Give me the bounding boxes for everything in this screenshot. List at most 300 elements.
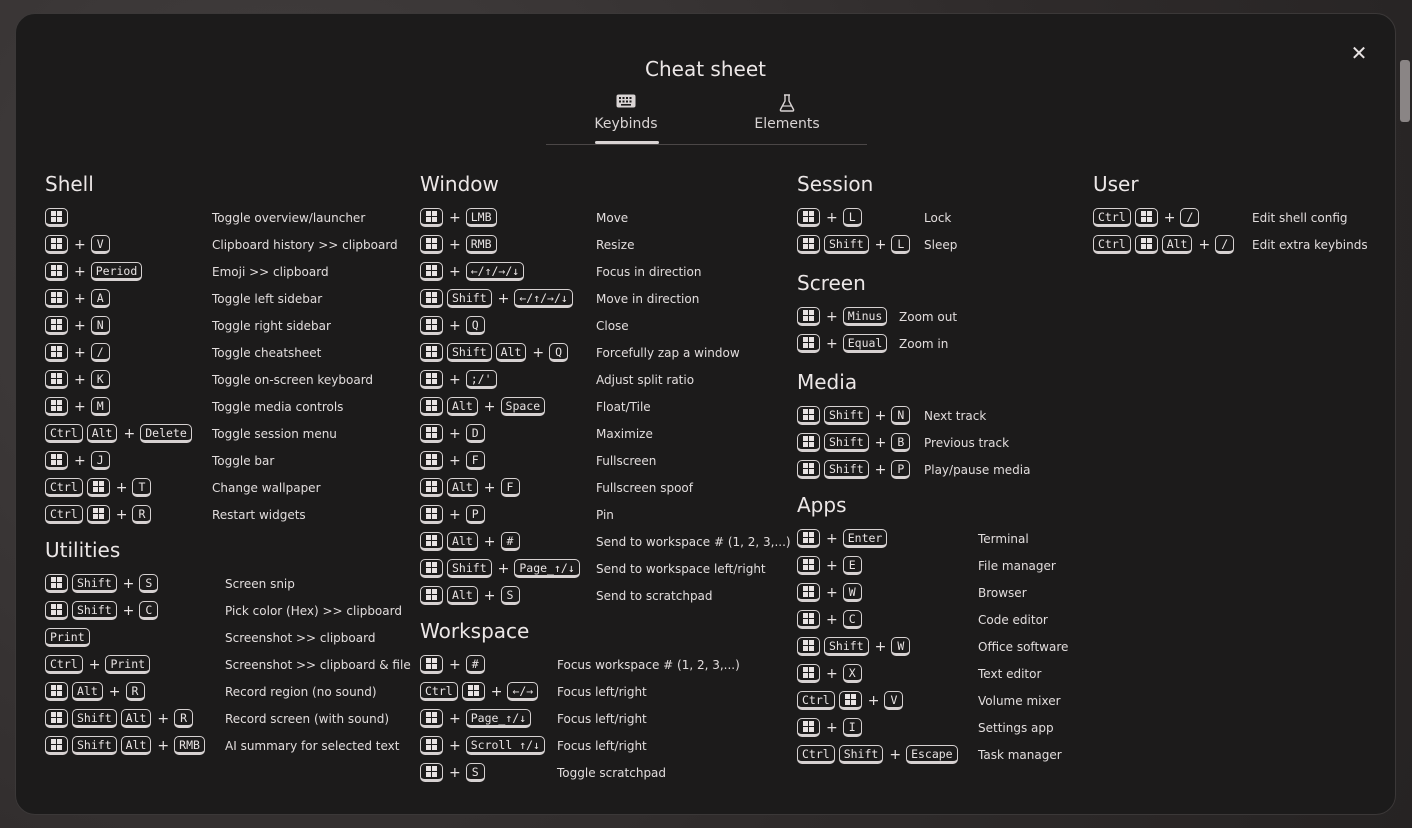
key-rmb: RMB [466, 235, 497, 254]
section-workspace [420, 619, 740, 786]
key-shift: Shift [72, 601, 117, 620]
plus-sign: + [497, 290, 510, 307]
flask-icon [727, 94, 847, 112]
key-shift: Shift [72, 709, 117, 728]
windows-key-icon [1135, 235, 1158, 254]
key-combo [420, 655, 489, 674]
plus-sign: + [1163, 209, 1176, 226]
keybind-row [45, 732, 400, 759]
active-tab-indicator [595, 141, 659, 144]
key-combo [420, 262, 528, 281]
plus-sign: + [826, 557, 838, 574]
plus-sign: + [74, 317, 86, 334]
key-symbol: # [466, 655, 485, 674]
windows-key-icon [420, 478, 443, 497]
key-combo [797, 529, 891, 548]
key-combo [420, 763, 489, 782]
key-page: Page_↑/↓ [514, 559, 579, 578]
windows-key-icon [420, 532, 443, 551]
key-combo [45, 601, 162, 620]
key-shift: Shift [839, 745, 884, 764]
key-alt: Alt [447, 397, 478, 416]
column-3 [797, 172, 1069, 768]
key-ctrl: Ctrl [797, 691, 835, 710]
keybind-description: Lock [924, 210, 952, 225]
windows-key-icon [797, 334, 820, 353]
keybind-description: Text editor [978, 666, 1042, 681]
plus-sign: + [449, 236, 461, 253]
windows-key-icon [420, 289, 443, 308]
keybind-row [797, 660, 1042, 687]
windows-key-icon [45, 370, 68, 389]
key-combo [420, 559, 584, 578]
key-combo [45, 343, 114, 362]
keybind-row [420, 204, 629, 231]
keybind-description: Screenshot >> clipboard [225, 630, 376, 645]
key-s: S [466, 763, 485, 782]
key-shift: Shift [824, 235, 869, 254]
section-title: Window [420, 172, 499, 196]
plus-sign: + [449, 263, 461, 280]
key-v: V [91, 235, 110, 254]
keybind-description: Terminal [978, 531, 1029, 546]
keybind-row [45, 393, 344, 420]
keybind-row [797, 204, 962, 231]
key-combo [45, 478, 155, 497]
key-combo [45, 370, 114, 389]
key-alt: Alt [72, 682, 103, 701]
keybind-row [45, 420, 337, 447]
key-symbol: ←/↑/→/↓ [466, 262, 524, 281]
keybind-row [420, 339, 740, 366]
key-combo [797, 460, 914, 479]
key-l: L [891, 235, 910, 254]
key-f: F [466, 451, 485, 470]
key-rmb: RMB [174, 736, 205, 755]
windows-key-icon [420, 208, 443, 227]
windows-key-icon [45, 262, 68, 281]
plus-sign: + [449, 506, 461, 523]
plus-sign: + [826, 611, 838, 628]
key-combo [420, 208, 501, 227]
keybind-row [797, 330, 962, 357]
keybind-description: Focus left/right [557, 711, 647, 726]
plus-sign: + [874, 236, 887, 253]
section-shell [45, 172, 398, 528]
key-combo [420, 532, 524, 551]
windows-key-icon [797, 718, 820, 737]
key-symbol: ←/↑/→/↓ [514, 289, 572, 308]
key-combo [420, 289, 577, 308]
keybind-description: Office software [978, 639, 1069, 654]
key-enter: Enter [843, 529, 888, 548]
key-alt: Alt [447, 532, 478, 551]
key-ctrl: Ctrl [45, 505, 83, 524]
plus-sign: + [449, 452, 461, 469]
key-combo [797, 637, 914, 656]
keybind-row [45, 624, 376, 651]
key-q: Q [466, 316, 485, 335]
key-ctrl: Ctrl [797, 745, 835, 764]
section-title: Media [797, 370, 858, 394]
keybind-description: Fullscreen [596, 453, 657, 468]
plus-sign: + [74, 398, 86, 415]
keybind-row [1093, 204, 1348, 231]
keybind-row [797, 606, 1048, 633]
key-s: S [139, 574, 158, 593]
windows-key-icon [420, 370, 443, 389]
key-combo [45, 451, 114, 470]
key-ctrl: Ctrl [1093, 235, 1131, 254]
windows-key-icon [45, 601, 68, 620]
key-i: I [843, 718, 862, 737]
key-ctrl: Ctrl [45, 655, 83, 674]
keybind-description: Screen snip [225, 576, 295, 591]
key-s: S [501, 586, 520, 605]
key-c: C [843, 610, 862, 629]
keyboard-icon [566, 94, 686, 112]
key-minus: Minus [843, 307, 888, 326]
plus-sign: + [74, 290, 86, 307]
key-combo [45, 709, 197, 728]
key-combo [797, 664, 866, 683]
keybind-description: Focus in direction [596, 264, 702, 279]
keybind-row [420, 582, 713, 609]
keybind-description: Forcefully zap a window [596, 345, 740, 360]
windows-key-icon [420, 451, 443, 470]
section-apps [797, 493, 1069, 768]
keybind-row [797, 687, 1061, 714]
key-shift: Shift [447, 289, 492, 308]
key-combo [797, 556, 866, 575]
key-space: Space [501, 397, 546, 416]
keybind-description: Pick color (Hex) >> clipboard [225, 603, 402, 618]
section-window [420, 172, 791, 609]
key-combo [420, 343, 572, 362]
tab-bar [546, 94, 867, 145]
key-e: E [843, 556, 862, 575]
keybind-row [797, 429, 1010, 456]
page-title: Cheat sheet [645, 57, 766, 81]
keybind-row [45, 678, 377, 705]
plus-sign: + [449, 371, 461, 388]
windows-key-icon [420, 235, 443, 254]
key-combo [797, 208, 866, 227]
plus-sign: + [74, 263, 86, 280]
key-combo [420, 451, 489, 470]
plus-sign: + [1198, 236, 1211, 253]
plus-sign: + [74, 344, 86, 361]
keybind-description: Settings app [978, 720, 1054, 735]
key-symbol: / [1215, 235, 1234, 254]
key-symbol: / [91, 343, 110, 362]
keybind-row [420, 474, 694, 501]
plus-sign: + [874, 461, 887, 478]
keybind-row [797, 552, 1056, 579]
key-combo [45, 316, 114, 335]
key-combo [797, 583, 866, 602]
keybind-row [420, 393, 651, 420]
key-alt: Alt [1162, 235, 1193, 254]
key-combo [797, 610, 866, 629]
key-ctrl: Ctrl [45, 478, 83, 497]
plus-sign: + [449, 425, 461, 442]
keybind-description: Zoom in [899, 336, 949, 351]
keybind-row [45, 339, 322, 366]
windows-key-icon [420, 505, 443, 524]
key-combo [1093, 235, 1238, 254]
keybind-description: Maximize [596, 426, 653, 441]
keybind-row [797, 525, 1029, 552]
tab-elements-label: Elements [754, 116, 820, 132]
windows-key-icon [1135, 208, 1158, 227]
section-title: Session [797, 172, 874, 196]
keybind-row [420, 258, 702, 285]
key-combo [45, 208, 72, 227]
key-k: K [91, 370, 110, 389]
key-combo [420, 235, 501, 254]
plus-sign: + [157, 737, 170, 754]
keybind-row [45, 651, 411, 678]
plus-sign: + [874, 638, 887, 655]
key-combo [45, 574, 162, 593]
keybind-row [45, 570, 295, 597]
key-alt: Alt [121, 736, 152, 755]
key-symbol: / [1180, 208, 1199, 227]
keybind-row [797, 579, 1027, 606]
key-p: P [891, 460, 910, 479]
cheatsheet-panel [15, 13, 1396, 815]
keybind-row [420, 447, 657, 474]
windows-key-icon [45, 343, 68, 362]
key-alt: Alt [447, 586, 478, 605]
key-combo [45, 289, 114, 308]
plus-sign: + [74, 371, 86, 388]
keybind-row [797, 456, 1031, 483]
keybind-row [45, 204, 366, 231]
key-scroll: Scroll ↑/↓ [466, 736, 545, 755]
key-combo [420, 397, 549, 416]
keybind-description: Fullscreen spoof [596, 480, 694, 495]
windows-key-icon [45, 316, 68, 335]
column-2 [420, 172, 791, 786]
keybind-description: Close [596, 318, 629, 333]
key-ctrl: Ctrl [420, 682, 458, 701]
key-combo [420, 370, 501, 389]
tab-keybinds[interactable] [566, 94, 686, 132]
section-media [797, 370, 1031, 483]
key-combo [797, 745, 962, 764]
windows-key-icon [839, 691, 862, 710]
keybind-description: Toggle on-screen keyboard [212, 372, 374, 387]
keybind-description: Zoom out [899, 309, 958, 324]
windows-key-icon [420, 586, 443, 605]
key-shift: Shift [824, 637, 869, 656]
windows-key-icon [45, 208, 68, 227]
plus-sign: + [123, 425, 136, 442]
key-c: C [139, 601, 158, 620]
close-button[interactable] [1350, 41, 1368, 65]
windows-key-icon [420, 655, 443, 674]
windows-key-icon [45, 451, 68, 470]
key-symbol: # [501, 532, 520, 551]
keybind-description: Toggle cheatsheet [212, 345, 322, 360]
key-n: N [891, 406, 910, 425]
key-combo [797, 406, 914, 425]
keybind-description: Play/pause media [924, 462, 1031, 477]
key-combo [45, 628, 94, 647]
key-combo [1093, 208, 1203, 227]
background-scrollbar[interactable] [1400, 60, 1410, 122]
key-b: B [891, 433, 910, 452]
windows-key-icon [797, 583, 820, 602]
keybind-row [420, 285, 700, 312]
key-alt: Alt [87, 424, 118, 443]
keybind-row [420, 651, 740, 678]
key-symbol: ;/' [466, 370, 497, 389]
keybind-description: Clipboard history >> clipboard [212, 237, 398, 252]
keybind-row [420, 312, 629, 339]
keybind-row [420, 732, 647, 759]
key-shift: Shift [824, 460, 869, 479]
windows-key-icon [87, 505, 110, 524]
keybind-description: Volume mixer [978, 693, 1061, 708]
windows-key-icon [45, 682, 68, 701]
keybind-description: Sleep [924, 237, 958, 252]
windows-key-icon [797, 556, 820, 575]
plus-sign: + [74, 236, 86, 253]
plus-sign: + [122, 575, 135, 592]
windows-key-icon [45, 289, 68, 308]
keybind-description: Change wallpaper [212, 480, 321, 495]
windows-key-icon [420, 424, 443, 443]
section-title: Shell [45, 172, 94, 196]
key-combo [45, 235, 114, 254]
keybind-description: Record region (no sound) [225, 684, 377, 699]
key-combo [45, 655, 154, 674]
plus-sign: + [483, 479, 496, 496]
keybind-row [797, 633, 1069, 660]
windows-key-icon [420, 736, 443, 755]
keybind-row [1093, 231, 1368, 258]
key-page: Page_↑/↓ [466, 709, 531, 728]
plus-sign: + [889, 746, 902, 763]
key-l: L [843, 208, 862, 227]
windows-key-icon [420, 316, 443, 335]
keybind-description: AI summary for selected text [225, 738, 400, 753]
windows-key-icon [797, 208, 820, 227]
keybind-row [420, 759, 667, 786]
key-w: W [891, 637, 910, 656]
keybind-description: Toggle right sidebar [212, 318, 331, 333]
key-r: R [126, 682, 145, 701]
section-utilities [45, 538, 411, 759]
key-q: Q [549, 343, 568, 362]
key-combo [45, 424, 196, 443]
keybind-row [45, 258, 329, 285]
key-combo [797, 334, 891, 353]
keybind-description: Task manager [978, 747, 1062, 762]
key-shift: Shift [72, 736, 117, 755]
key-shift: Shift [824, 406, 869, 425]
plus-sign: + [122, 602, 135, 619]
key-delete: Delete [140, 424, 192, 443]
keybind-row [420, 705, 647, 732]
key-combo [420, 505, 489, 524]
key-print: Print [45, 628, 90, 647]
windows-key-icon [45, 235, 68, 254]
keybind-row [420, 420, 653, 447]
key-equal: Equal [843, 334, 888, 353]
key-shift: Shift [72, 574, 117, 593]
keybind-description: Send to workspace # (1, 2, 3,...) [596, 534, 791, 549]
windows-key-icon [87, 478, 110, 497]
key-shift: Shift [447, 559, 492, 578]
tab-elements[interactable] [727, 94, 847, 132]
windows-key-icon [420, 763, 443, 782]
plus-sign: + [826, 719, 838, 736]
key-w: W [843, 583, 862, 602]
plus-sign: + [74, 452, 86, 469]
key-t: T [132, 478, 151, 497]
key-combo [797, 691, 907, 710]
key-combo [420, 682, 542, 701]
keybind-description: Toggle session menu [212, 426, 337, 441]
keybind-description: Edit shell config [1252, 210, 1348, 225]
key-combo [45, 397, 114, 416]
keybind-description: Send to scratchpad [596, 588, 713, 603]
section-user [1093, 172, 1368, 258]
plus-sign: + [826, 530, 838, 547]
keybind-row [45, 231, 398, 258]
plus-sign: + [483, 533, 496, 550]
key-combo [420, 586, 524, 605]
keybind-description: Move [596, 210, 629, 225]
keybind-row [45, 501, 306, 528]
key-m: M [91, 397, 110, 416]
keybind-description: Float/Tile [596, 399, 651, 414]
keybind-row [420, 501, 614, 528]
key-combo [45, 736, 209, 755]
windows-key-icon [420, 709, 443, 728]
key-combo [420, 424, 489, 443]
key-escape: Escape [906, 745, 958, 764]
plus-sign: + [449, 317, 461, 334]
keybind-row [797, 303, 962, 330]
key-alt: Alt [121, 709, 152, 728]
keybind-description: Emoji >> clipboard [212, 264, 329, 279]
key-combo [797, 433, 914, 452]
tab-keybinds-label: Keybinds [594, 116, 658, 132]
keybind-row [420, 678, 647, 705]
keybind-row [45, 447, 275, 474]
key-r: R [174, 709, 193, 728]
windows-key-icon [420, 262, 443, 281]
keybind-row [797, 741, 1062, 768]
keybind-description: Next track [924, 408, 987, 423]
keybind-row [797, 402, 987, 429]
keybind-description: Toggle left sidebar [212, 291, 323, 306]
section-title: Apps [797, 493, 847, 517]
keybind-description: Browser [978, 585, 1027, 600]
keybind-description: Send to workspace left/right [596, 561, 766, 576]
keybind-description: Pin [596, 507, 614, 522]
windows-key-icon [797, 235, 820, 254]
key-combo [420, 709, 535, 728]
keybind-description: Toggle scratchpad [557, 765, 667, 780]
windows-key-icon [420, 343, 443, 362]
windows-key-icon [797, 529, 820, 548]
